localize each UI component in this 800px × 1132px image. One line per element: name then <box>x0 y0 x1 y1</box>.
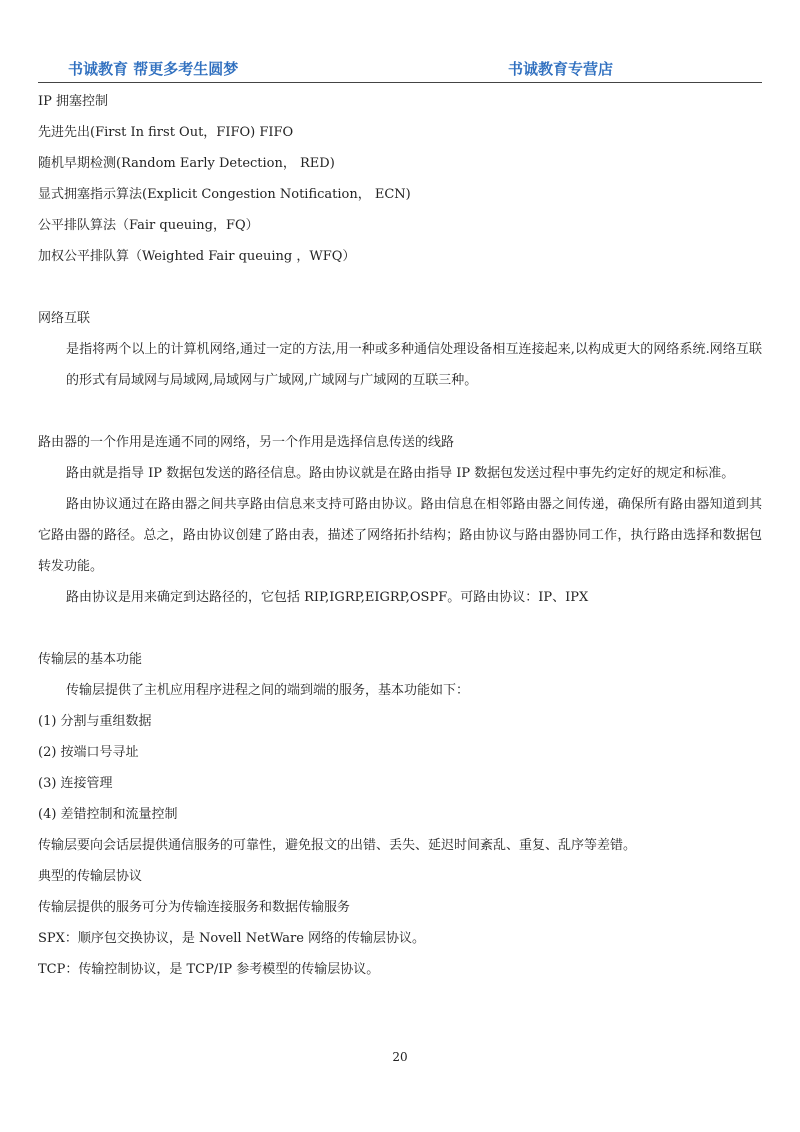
section-title-internetworking: 网络互联 <box>38 311 91 326</box>
paragraph-transport-intro: 传输层提供了主机应用程序进程之间的端到端的服务，基本功能如下： <box>66 683 470 698</box>
paragraph-transport-reliability: 传输层要向会话层提供通信服务的可靠性，避免报文的出错、丢失、延迟时间紊乱、重复、乱序等差错。 <box>38 838 637 853</box>
paragraph-router-3: 路由协议是用来确定到达路径的，它包括 RIP,IGRP,EIGRP,OSPF。可路由协议：IP、IPX <box>66 590 589 605</box>
list-item: (4) 差错控制和流量控制 <box>38 807 178 822</box>
list-item: 公平排队算法（Fair queuing，FQ） <box>38 218 259 233</box>
list-item: (1) 分割与重组数据 <box>38 714 152 729</box>
section-title-transport: 传输层的基本功能 <box>38 652 143 667</box>
section-title-ip-congestion: IP 拥塞控制 <box>38 94 109 109</box>
page-header <box>38 56 762 83</box>
paragraph-router-2: 路由协议通过在路由器之间共享路由信息来支持可路由协议。路由信息在相邻路由器之间传递，确保所有路由器知道到其它路由器的路径。总之，路由协议创建了路由表，描述了网络拓扑结构；路由协议与路由器协同工作，执行路由选择和数据包转发功能。 <box>38 497 762 574</box>
list-item: 随机早期检测(Random Early Detection， RED) <box>38 156 335 171</box>
paragraph-transport-services: 传输层提供的服务可分为传输连接服务和数据传输服务 <box>38 900 351 915</box>
header-slogan: 书诚教育 帮更多考生圆梦 <box>68 60 239 78</box>
paragraph-router-1: 路由就是指导 IP 数据包发送的路径信息。路由协议就是在路由指导 IP 数据包发送过程中事先约定好的规定和标准。 <box>66 466 735 481</box>
paragraph-spx: SPX：顺序包交换协议，是 Novell NetWare 网络的传输层协议。 <box>38 931 426 946</box>
subheading-typical-protocols: 典型的传输层协议 <box>38 869 143 884</box>
header-store-name: 书诚教育专营店 <box>508 60 614 78</box>
list-item: (2) 按端口号寻址 <box>38 745 139 760</box>
paragraph-tcp: TCP：传输控制协议，是 TCP/IP 参考模型的传输层协议。 <box>38 962 380 977</box>
list-item: 先进先出(First In first Out，FIFO) FIFO <box>38 125 294 140</box>
page-number: 20 <box>392 1050 408 1064</box>
paragraph-internetworking: 是指将两个以上的计算机网络,通过一定的方法,用一种或多种通信处理设备相互连接起来,以构成更大的网络系统.网络互联的形式有局域网与局域网,局域网与广域网,广域网与广域网的互联三种。 <box>66 342 762 388</box>
document-body <box>38 86 762 985</box>
list-item: (3) 连接管理 <box>38 776 113 791</box>
list-item: 显式拥塞指示算法(Explicit Congestion Notification， ECN) <box>38 187 411 202</box>
section-title-router: 路由器的一个作用是连通不同的网络，另一个作用是选择信息传送的线路 <box>38 435 455 450</box>
list-item: 加权公平排队算（Weighted Fair queuing ，WFQ） <box>38 249 356 264</box>
